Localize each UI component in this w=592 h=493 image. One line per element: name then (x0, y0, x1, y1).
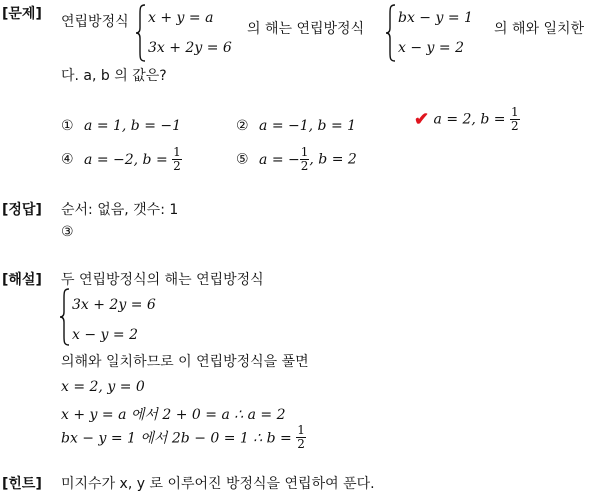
choice-4-text: a = −2, b = (84, 151, 173, 168)
system1-eq2: 3x + 2y = 6 (148, 40, 232, 56)
choice-3-frac-den: 2 (510, 119, 519, 133)
choice-5-frac-den: 2 (300, 159, 309, 173)
check-icon: ✔ (414, 109, 430, 130)
brace-solution-system (60, 288, 70, 346)
hint-tag: [힌트] (2, 476, 42, 492)
system1-eq1: x + y = a (148, 10, 214, 26)
choice-3-fraction (510, 106, 520, 133)
brace-system-1 (136, 4, 146, 62)
solution-frac-den: 2 (297, 437, 305, 451)
choice-3-frac-num: 1 (510, 105, 519, 119)
solution-line4: x + y = a 에서 2 + 0 = a ∴ a = 2 (61, 407, 286, 423)
choice-2[interactable] (236, 118, 356, 134)
choice-1-number: ① (61, 118, 74, 134)
solution-line2: 의해와 일치하므로 이 연립방정식을 풀면 (61, 354, 309, 370)
choice-5-number: ⑤ (236, 151, 249, 168)
choice-3[interactable] (414, 106, 520, 133)
solution-line1: 두 연립방정식의 해는 연립방정식 (61, 272, 264, 288)
problem-text-b: 의 해는 연립방정식 (247, 21, 365, 37)
choice-5-frac-num: 1 (300, 145, 309, 159)
choice-2-text: a = −1, b = 1 (259, 118, 357, 134)
choice-5-text-pre: a = − (259, 151, 300, 168)
choice-4-frac-num: 1 (173, 145, 181, 159)
solution-sys-eq1: 3x + 2y = 6 (72, 297, 156, 313)
choice-5-fraction (300, 146, 310, 173)
problem-text-c: 의 해와 일치한 (494, 21, 585, 37)
problem-text-a: 연립방정식 (61, 14, 129, 30)
solution-frac-num: 1 (297, 423, 305, 437)
choice-5[interactable] (236, 146, 357, 173)
system2-eq2: x − y = 2 (398, 40, 464, 56)
choice-3-text: a = 2, b = (433, 111, 510, 128)
answer-line1: 순서: 없음, 갯수: 1 (61, 202, 179, 218)
choice-4[interactable] (61, 146, 182, 173)
system2-eq1: bx − y = 1 (398, 10, 473, 26)
problem-tag: [문제] (2, 6, 42, 22)
choice-2-number: ② (236, 118, 249, 134)
choice-1-text: a = 1, b = −1 (84, 118, 182, 134)
choice-5-text-post: , b = 2 (309, 151, 357, 168)
solution-line5-fraction (296, 424, 306, 451)
solution-tag: [해설] (2, 272, 42, 288)
choice-4-number: ④ (61, 151, 74, 168)
brace-system-2 (386, 4, 396, 62)
choice-4-frac-den: 2 (173, 159, 181, 173)
choice-4-fraction (172, 146, 182, 173)
solution-line5-text: bx − y = 1 에서 2b − 0 = 1 ∴ b = (61, 430, 297, 447)
choice-1[interactable] (61, 118, 181, 134)
solution-line3: x = 2, y = 0 (61, 379, 145, 395)
problem-line2: 다. a, b 의 값은? (61, 68, 167, 84)
hint-text: 미지수가 x, y 로 이루어진 방정식을 연립하여 푼다. (61, 476, 375, 492)
answer-line2: ③ (61, 224, 74, 240)
solution-sys-eq2: x − y = 2 (72, 327, 138, 343)
solution-line5 (61, 424, 306, 451)
answer-tag: [정답] (2, 202, 42, 218)
